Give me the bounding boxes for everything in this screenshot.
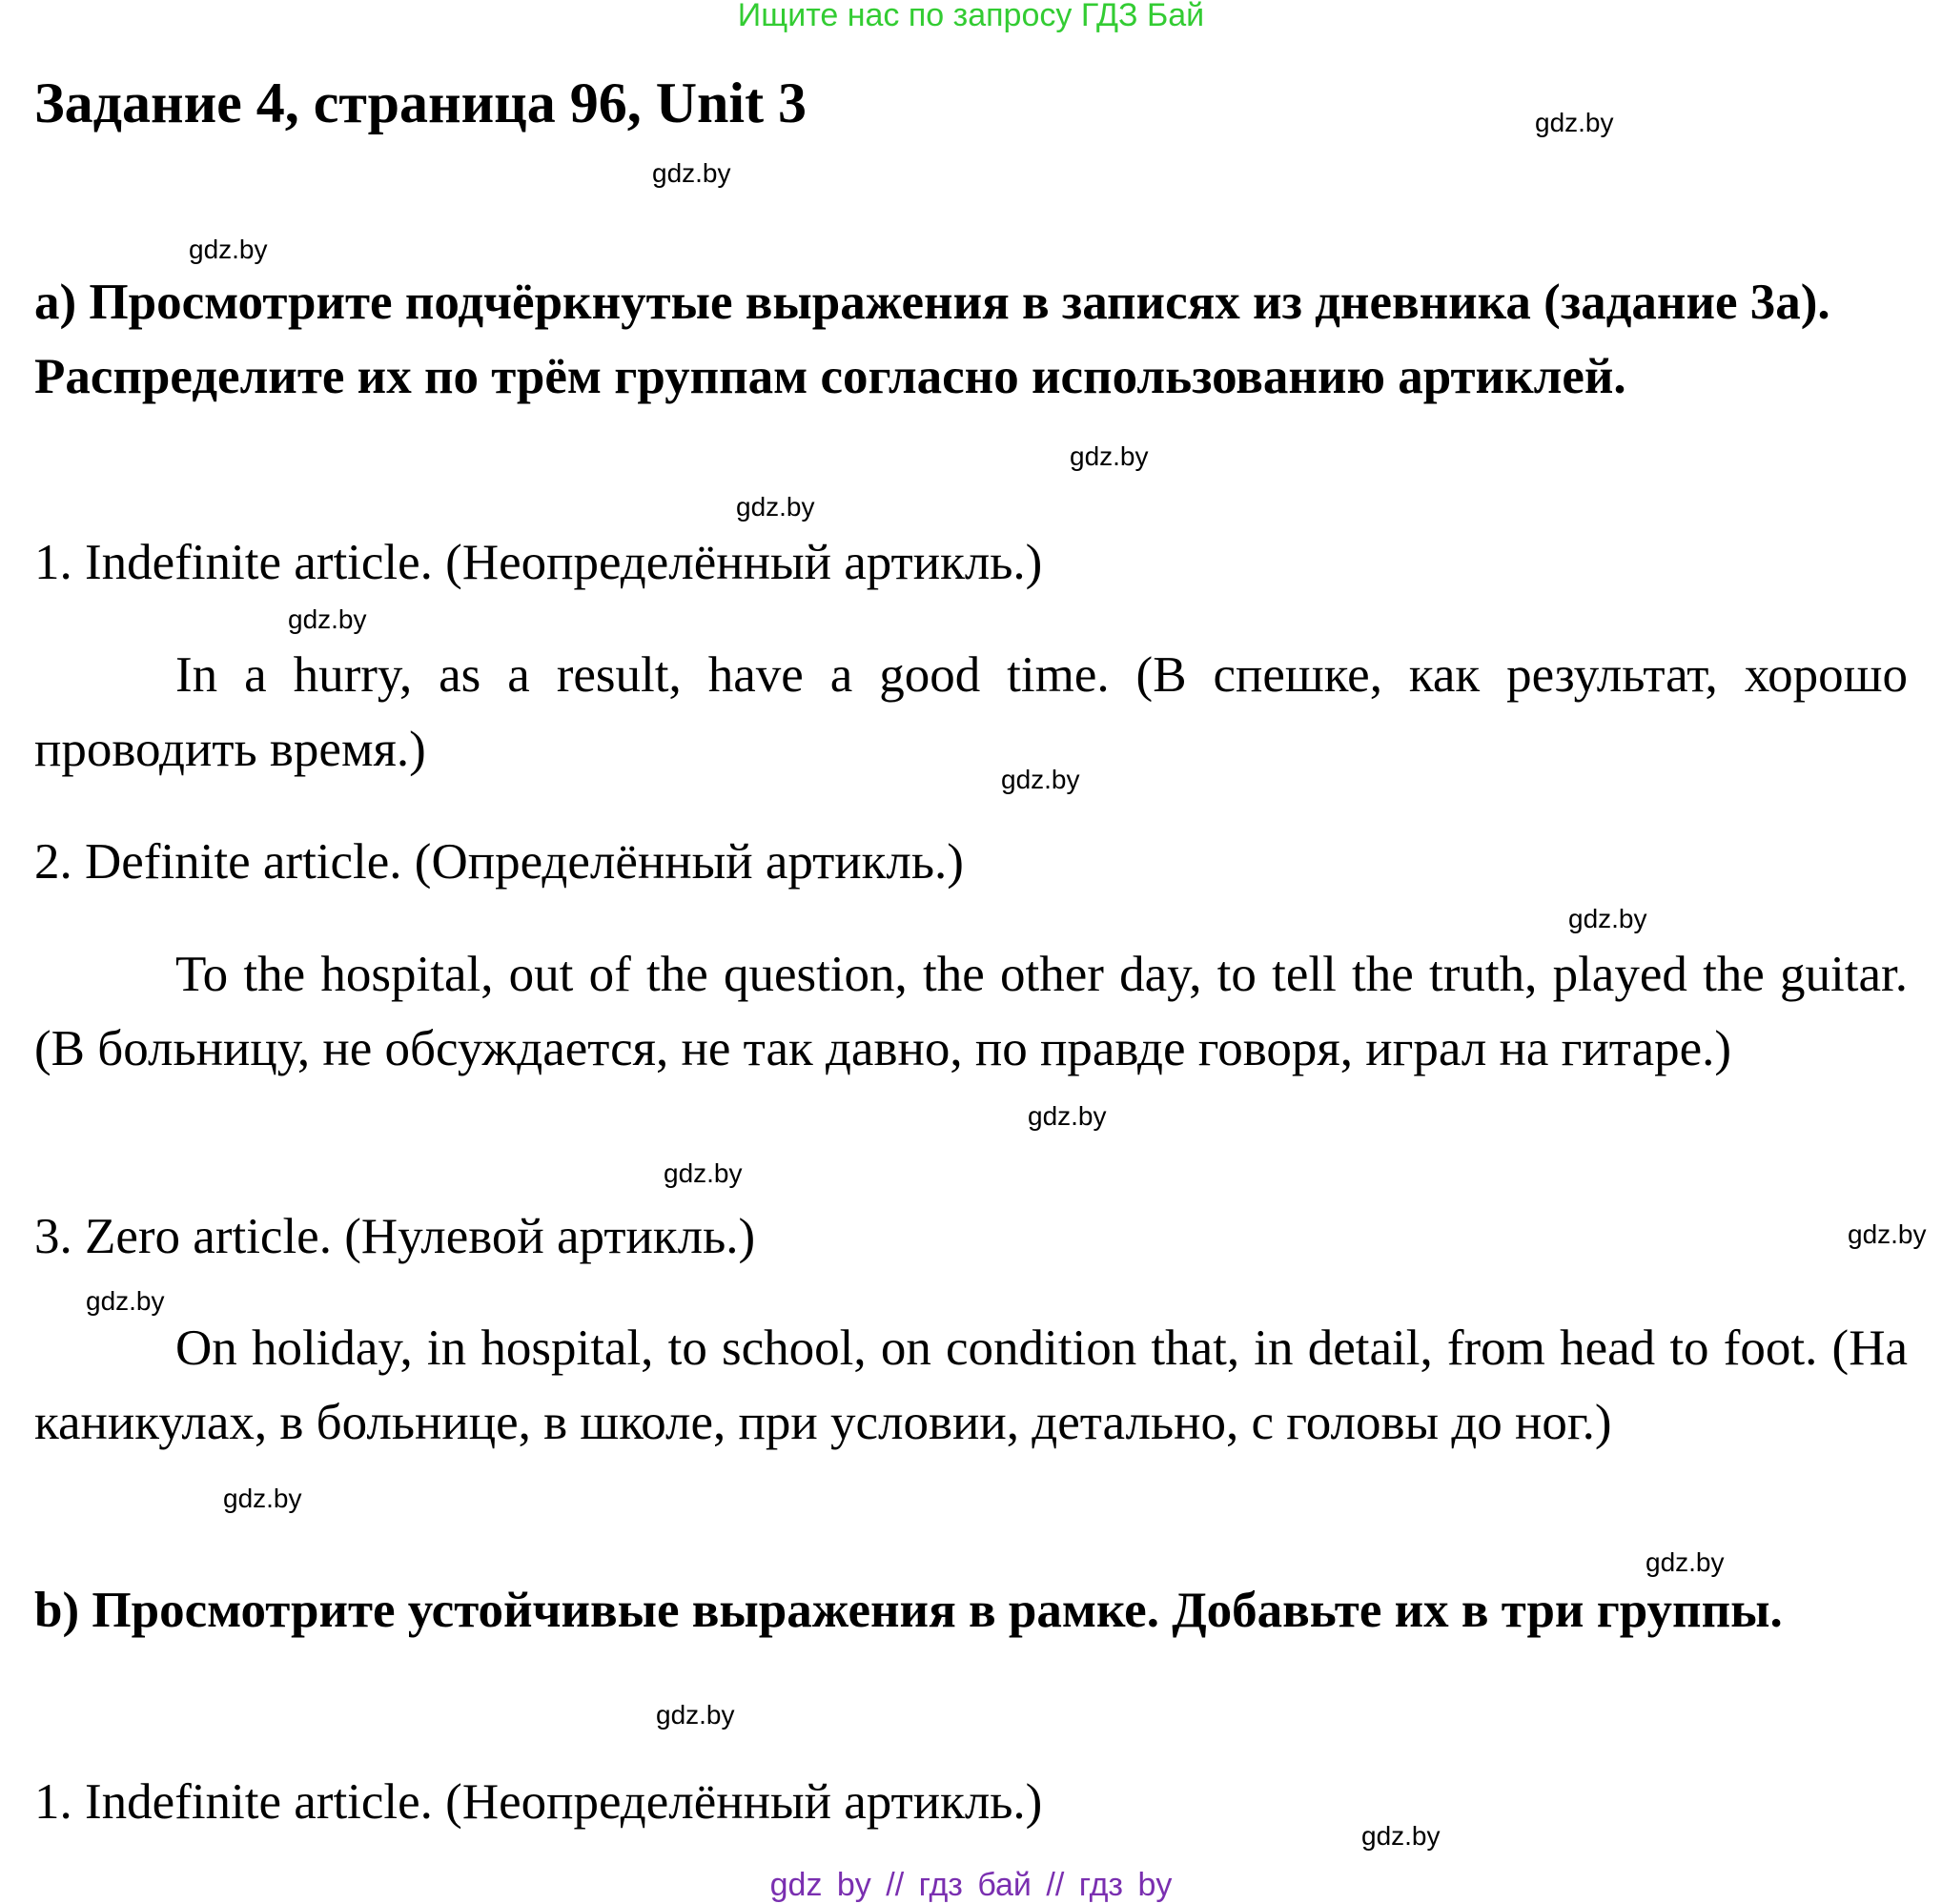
task-b-heading: b) Просмотрите устойчивые выражения в рамке. Добавьте их в три группы. [34, 1583, 1783, 1638]
watermark: gdz.by [288, 604, 367, 634]
watermark: gdz.by [1568, 904, 1647, 933]
definite-article-heading: 2. Definite article. (Определённый артикль.) [34, 834, 964, 890]
page-title: Задание 4, страница 96, Unit 3 [34, 72, 807, 134]
zero-article-examples: On holiday, in hospital, to school, on condition that, in detail, from head to foot. (На каникулах, в больнице, в школе, при условии, детально, с головы до ног.) [34, 1321, 1908, 1450]
definite-article-examples: To the hospital, out of the question, the other day, to tell the truth, played the guitar. (В больницу, не обсуждается, не так давно, по правде говоря, играл на гитаре.) [34, 947, 1908, 1076]
watermark: gdz.by [86, 1286, 165, 1316]
watermark: gdz.by [664, 1158, 743, 1188]
watermark: gdz.by [1646, 1547, 1725, 1577]
indefinite-article-examples: In a hurry, as a result, have a good time. (В спешке, как результат, хорошо проводить время.) [34, 647, 1908, 777]
watermark: gdz.by [1070, 441, 1149, 471]
watermark: gdz.by [736, 492, 815, 522]
watermark: gdz.by [1028, 1101, 1107, 1131]
task-a-heading: a) Просмотрите подчёркнутые выражения в записях из дневника (задание 3a). Распределите их по трём группам согласно использованию артиклей. [34, 275, 1830, 404]
watermark: gdz.by [656, 1700, 735, 1730]
footer-links: gdz by // гдз бай // гдз by [769, 1867, 1173, 1903]
watermark: gdz.by [1361, 1821, 1441, 1851]
watermark: gdz.by [1848, 1219, 1927, 1249]
watermark: gdz.by [652, 158, 731, 188]
search-banner: Ищите нас по запросу ГДЗ Бай [737, 0, 1205, 33]
watermark: gdz.by [189, 235, 268, 264]
indefinite-article-heading: 1. Indefinite article. (Неопределённый артикль.) [34, 535, 1043, 590]
watermark: gdz.by [1001, 765, 1080, 794]
indefinite-article-heading-b: 1. Indefinite article. (Неопределённый артикль.) [34, 1774, 1043, 1830]
watermark: gdz.by [1535, 108, 1614, 137]
zero-article-heading: 3. Zero article. (Нулевой артикль.) [34, 1209, 756, 1264]
watermark: gdz.by [223, 1484, 302, 1513]
